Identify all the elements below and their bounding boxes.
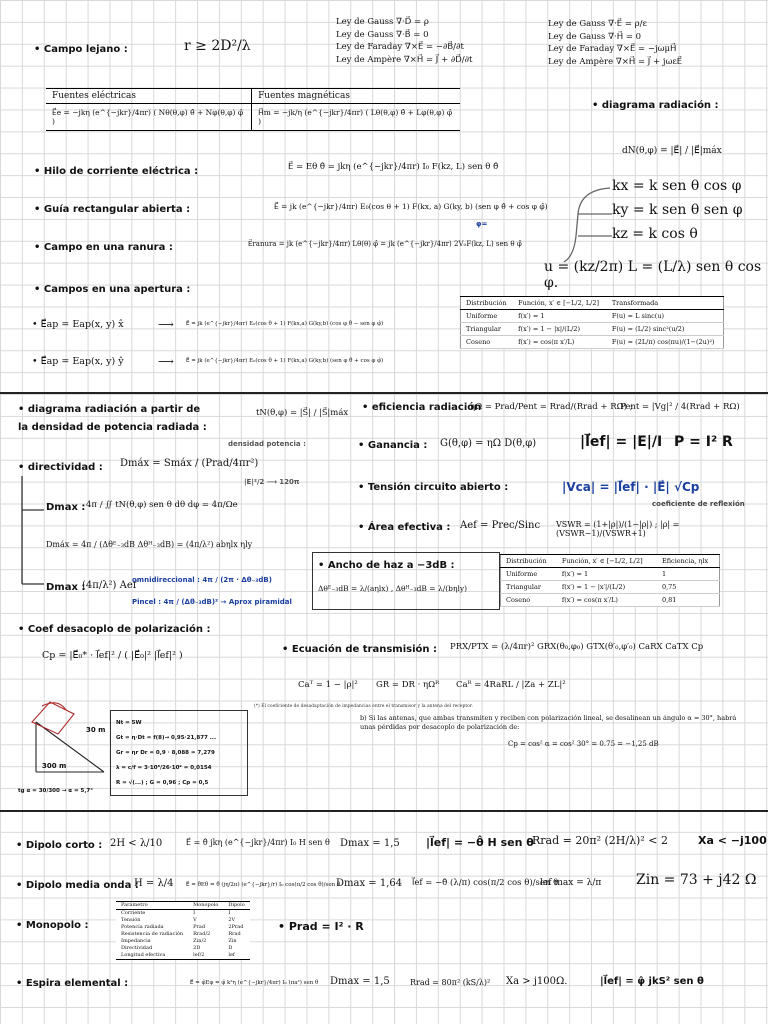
table-cell: Rrad/2 (193, 931, 211, 937)
dc-dmax: Dmax = 1,5 (340, 838, 400, 849)
fuentes-cell: H⃗m = −jk/η (e^{−jkr}/4πr) ( Lθ(θ,φ) θ̂ + Lφ(θ,φ) φ̂ ) (252, 104, 460, 131)
diag-pot-eq: tN(θ,φ) = |S⃗| / |S⃗|máx (256, 408, 349, 418)
u-eq: u = (kz/2π) L = (L/λ) sen θ cos φ. (544, 259, 762, 291)
eficiencia-table (500, 554, 720, 607)
table-cell: 0,75 (657, 581, 720, 594)
dc-xa: Xa < −j100 (698, 834, 767, 847)
table-cell: f(x′) = 1 (557, 568, 657, 581)
table-row (116, 910, 250, 918)
table-cell: Corriente (121, 910, 146, 916)
table-cell: Uniforme (501, 568, 557, 581)
calc-line: λ = c/f = 3·10⁸/26·10⁹ = 0,0154 (116, 765, 212, 771)
ecuacion-tx-eq: PRX/PTX = (λ/4πr)² GRX(θ₀,φ₀) GTX(θ′₀,φ′₀) CaRX CaTX Cp (450, 642, 704, 652)
campo-lejano-eq: r ≥ 2D²/λ (184, 38, 251, 54)
section-divider (0, 392, 768, 394)
table-cell: 2Prad (228, 924, 244, 930)
pol-b-eq: Cp = cos² α = cos² 30° = 0.75 = −1,25 dB (508, 740, 659, 748)
dc-eq: E⃗ = θ̂ jkη (e^{−jkr}/4πr) I₀ H sen θ (186, 838, 330, 847)
ap-y-label: • E⃗ap = Eap(x, y) ŷ (32, 356, 124, 367)
ap-x-label: • E⃗ap = Eap(x, y) x̂ (32, 319, 124, 330)
kx-eq: kx = k sen θ cos φ (612, 178, 742, 194)
sketch-d2: 300 m (42, 762, 67, 770)
mo-dmax: Dmax = 1,64 (336, 878, 403, 889)
diagrama-radiacion-eq: dN(θ,φ) = |E⃗| / |E⃗|máx (622, 146, 722, 156)
table-cell: f(x′) = cos(π x′/L) (513, 336, 607, 349)
table-cell: Coseno (461, 336, 514, 349)
monopolo-label: • Monopolo : (16, 920, 89, 931)
car-eq: Caᴿ = 4RaRL / |Za + ZL|² (456, 680, 566, 690)
vswr-eq: VSWR = (1+|ρ|)/(1−|ρ|) ; |ρ| = (VSWR−1)/(VSWR+1) (556, 520, 680, 538)
ap-x-eq: E⃗ = jk (e^{−jkr}/4πr) E₀(cos θ + 1) F(kx,a) G(ky,b) (cos φ θ̂ − sen φ φ̂) (186, 321, 384, 327)
densidad-note: densidad potencia : (228, 440, 306, 448)
table-cell: f(x′) = cos(π x′/L) (557, 594, 657, 607)
maxwell-line: Ley de Gauss ∇·E⃗ = ρ/ε (548, 19, 647, 29)
gr-eq: GR = DR · ηΩᴿ (376, 680, 440, 690)
dc-rrad: Rrad = 20π² (2H/λ)² < 2 (532, 834, 668, 847)
table-cell: Zin (228, 938, 237, 944)
pol-b-text: b) Si las antenas, que ambas transmiten y reciben con polarización lineal, se desalinean un ángulo α = 30°, habrá unas pérdidas por desacoplo de polarización de: (360, 714, 737, 731)
dmax1-eq: 4π / ∬ tN(θ,φ) sen θ dθ dφ = 4π/Ωe (86, 500, 238, 510)
tree-icon (18, 476, 46, 588)
mo-cond: H = λ/4 (134, 878, 174, 889)
table-cell: lef/2 (188, 952, 223, 960)
table-cell: lef (223, 952, 249, 960)
guia-label: • Guía rectangular abierta : (34, 204, 191, 215)
espira-label: • Espira elemental : (16, 978, 129, 989)
table-cell: Longitud efectiva (116, 952, 188, 960)
mo-eq: E⃗ = θ̂Eθ = θ̂ (jη/2π) (e^{−jkr}/r) I₀ cos(π/2 cos θ)/sen θ (186, 882, 341, 888)
table-cell: F(u) = (L/2) sinc²(u/2) (607, 323, 724, 336)
eficiencia-label: • eficiencia radiación (362, 402, 482, 413)
table-row (116, 924, 250, 931)
geometry-sketch (14, 692, 112, 784)
area-label: • Área efectiva : (358, 522, 451, 533)
coef-pol-label: • Coef desacoplo de polarización : (18, 624, 211, 635)
table-row (501, 594, 720, 607)
arrow-icon: ⟶ (158, 355, 174, 368)
maxwell-line: Ley de Gauss ∇·D⃗ = ρ (336, 17, 429, 27)
ganancia-eq: G(θ,φ) = ηΩ D(θ,φ) (440, 438, 537, 449)
es-eq: E⃗ = φ̂Eφ = φ̂ k²η (e^{−jkr}/4πr) I₀ (πa²) sen θ (190, 980, 319, 986)
table-header: Eficiencia, ηlx (657, 555, 720, 568)
dmax2-label: Dmax : (46, 582, 86, 593)
es-dmax: Dmax = 1,5 (330, 976, 390, 987)
calc-line: Gr = ηr Dr = 0,9 · 8,088 = 7,279 (116, 750, 215, 756)
mo-zin: Zin = 73 + j42 Ω (636, 872, 757, 888)
dc-cond: 2H < λ/10 (110, 838, 163, 849)
table-cell: 1 (657, 568, 720, 581)
tension-eq: |Vca| = |l⃗ef| · |E⃗| √Cp (562, 480, 700, 494)
maxwell-line: Ley de Faraday ∇×E⃗ = −jωμH⃗ (548, 44, 677, 54)
ecuacion-tx-label: • Ecuación de transmisión : (282, 644, 437, 655)
dmax-approx-eq: Dmáx = 4π / (Δθᴱ₋₃dB Δθᴴ₋₃dB) = (4π/λ²) abηlx ηly (46, 540, 253, 549)
tension-label: • Tensión circuito abierto : (358, 482, 509, 493)
hilo-eq: E⃗ = Eθ θ̂ = jkη (e^{−jkr}/4πr) I₀ F(kz, L) sen θ θ̂ (288, 162, 499, 172)
ap-y-eq: E⃗ = jk (e^{−jkr}/4πr) E₀(cos θ + 1) F(kx,a) G(ky,b) (sen φ θ̂ + cos φ φ̂) (186, 358, 384, 364)
es-lef: |l⃗ef| = φ̂ jkS² sen θ (600, 976, 704, 987)
table-cell: Triangular (501, 581, 557, 594)
sketch-angle: tg α = 30/300 → α = 5,7° (18, 788, 93, 794)
table-header: Función, x′ ∈ [−L/2, L/2] (557, 555, 657, 568)
arrow-icon: ⟶ (158, 318, 174, 331)
dc-lef: |l⃗ef| = −θ̂ H sen θ (426, 836, 534, 849)
table-cell: F(u) = (2L/π) cos(πu)/(1−(2u)²) (607, 336, 724, 349)
table-cell: Uniforme (461, 310, 514, 323)
table-cell: Directividad (121, 945, 153, 951)
table-cell: f(x′) = 1 (513, 310, 607, 323)
table-cell: I (193, 910, 196, 916)
table-cell: Impedancia (121, 938, 151, 944)
fuentes-header: Fuentes magnéticas (252, 89, 460, 104)
table-row (116, 952, 250, 960)
calc-line: R = √(...) ; G = 0,96 ; Cp = 0,5 (116, 780, 209, 786)
ranura-label: • Campo en una ranura : (34, 242, 173, 253)
table-cell: f(x′) = 1 − |x′|/(L/2) (557, 581, 657, 594)
omni-note: omnidireccional : 4π / (2π · Δθ₋₃dB) (132, 576, 272, 584)
table-cell: f(x′) = 1 − |x|/(L/2) (513, 323, 607, 336)
table-cell: V (193, 917, 197, 923)
eficiencia-eq: ηΩ = Prad/Pent = Rrad/(Rrad + RΩ) ; (470, 402, 633, 412)
table-row (501, 568, 720, 581)
table-header: Función, x′ ∈ [−L/2, L/2] (513, 297, 607, 310)
table-row (461, 310, 724, 323)
table-cell: I (228, 910, 231, 916)
ca-eq: Caᵀ = 1 − |ρ|² (298, 680, 358, 690)
prad-label: • Prad = I² · R (278, 920, 364, 933)
guia-note: φ= (476, 220, 488, 228)
area-eq: Aef = Prec/Sinc (460, 520, 541, 531)
guia-eq: E⃗ = jk (e^{−jkr}/4πr) E₀(cos θ + 1) F(kx, a) G(ky, b) (sen φ θ̂ + cos φ φ̂) (274, 202, 548, 211)
table-row (461, 336, 724, 349)
table-cell: D (228, 945, 233, 951)
coef-pol-eq: Cp = |E⃗₀* · l⃗ef|² / ( |E⃗₀|² |l⃗ef|² ) (42, 650, 183, 661)
diag-pot-label-2: la densidad de potencia radiada : (18, 422, 207, 433)
hilo-label: • Hilo de corriente eléctrica : (34, 166, 199, 177)
kz-eq: kz = k cos θ (612, 226, 698, 242)
maxwell-right (548, 18, 682, 68)
table-row (116, 945, 250, 952)
brace-icon (560, 184, 616, 264)
table-header: Distribución (501, 555, 557, 568)
maxwell-line: Ley de Faraday ∇×E⃗ = −∂B⃗/∂t (336, 42, 464, 52)
table-header: Dipolo (223, 902, 249, 910)
table-cell: Tensión (121, 917, 141, 923)
es-xa: Xa > j100Ω. (506, 976, 568, 987)
parametro-table (116, 901, 250, 960)
fuentes-header: Fuentes eléctricas (46, 89, 252, 104)
pincel-note: Pincel : 4π / (Δθ₋₃dB)² → Aprox piramidal (132, 598, 292, 606)
table-cell: Potencia radiada (121, 924, 164, 930)
section-divider (0, 810, 768, 812)
calc-lines (116, 716, 216, 791)
dmax1-label: Dmax : (46, 502, 86, 513)
lef-i-eq: |l⃗ef| = |E|/I (580, 434, 663, 450)
maxwell-line: Ley de Ampère ∇×H⃗ = J⃗ + jωεE⃗ (548, 56, 683, 67)
table-cell: 2D (193, 945, 201, 951)
table-row (116, 931, 250, 938)
table-cell: Coseno (501, 594, 557, 607)
ky-eq: ky = k sen θ sen φ (612, 202, 743, 218)
calc-line: Gt = η·Dt = f(8)→ 0,95·21,877 ... (116, 735, 217, 741)
table-row (461, 323, 724, 336)
directividad-eq: Dmáx = Smáx / (Prad/4πr²) (120, 458, 259, 469)
sketch-d: 30 m (86, 726, 106, 734)
ranura-eq: E⃗ranura = jk (e^{−jkr}/4πr) Lθ(θ) φ̂ = jk (e^{−jkr}/4πr) 2V₀F(kz, L) sen θ φ̂ (248, 240, 522, 248)
directividad-label: • directividad : (18, 462, 103, 473)
coef-note: coeficiente de reflexión (652, 500, 745, 508)
diag-pot-label: • diagrama radiación a partir de (18, 404, 201, 415)
fuentes-table (46, 88, 460, 131)
maxwell-line: Ley de Gauss ∇·H⃗ = 0 (548, 31, 642, 42)
table-header: Transformada (607, 297, 724, 310)
densidad-eq: |E|²/2 ⟶ 120π (244, 478, 300, 486)
ca-note: (*) El coeficiente de desadaptación de impedancias entre el transmisor y la antena del receptor. (254, 704, 473, 709)
table-row (116, 938, 250, 945)
table-cell: Rrad (228, 931, 241, 937)
ganancia-label: • Ganancia : (358, 440, 428, 451)
diagrama-radiacion-label: • diagrama radiación : (592, 100, 719, 111)
maxwell-left (336, 16, 472, 66)
table-header: Parámetro (116, 902, 188, 910)
table-row (116, 917, 250, 924)
table-cell: Zin/2 (193, 938, 207, 944)
table-header: Distribución (461, 297, 514, 310)
mo-lefmax: lef max = λ/π (540, 878, 602, 888)
ancho-label: • Ancho de haz a −3dB : (318, 560, 455, 571)
distribucion-table (460, 296, 724, 349)
table-cell: F(u) = L sinc(u) (607, 310, 724, 323)
campo-lejano-label: • Campo lejano : (34, 44, 128, 55)
dipolo-corto-label: • Dipolo corto : (16, 840, 103, 851)
table-cell: Resistencia de radiación (121, 931, 184, 937)
maxwell-line: Ley de Ampère ∇×H⃗ = J⃗ + ∂D⃗/∂t (336, 54, 473, 65)
table-cell: Prad (193, 924, 206, 930)
dmax2-eq: (4π/λ²) Aef (82, 580, 137, 591)
table-row (501, 581, 720, 594)
table-cell: 0,81 (657, 594, 720, 607)
ancho-eq: Δθᴱ₋₃dB = λ/(aηlx) , Δθᴴ₋₃dB = λ/(bηly) (318, 584, 468, 593)
table-cell: Triangular (461, 323, 514, 336)
calc-line: Nt = 5W (116, 720, 142, 726)
table-header: Monopolo (188, 902, 223, 910)
mo-lef: l⃗ef = −θ̂ (λ/π) cos(π/2 cos θ)/sen θ (412, 878, 559, 888)
p-i2r-eq: P = I² R (674, 434, 733, 450)
dipolo-media-onda-label: • Dipolo media onda : (16, 880, 139, 891)
fuentes-cell: E⃗e = −jkη (e^{−jkr}/4πr) ( Nθ(θ,φ) θ̂ + Nφ(θ,φ) φ̂ ) (46, 104, 252, 131)
table-cell: 2V (228, 917, 236, 923)
es-rrad: Rrad = 80π² (kS/λ)² (410, 978, 491, 987)
pent-eq: Pent = |Vg|² / 4(Rrad + RΩ) (620, 402, 740, 412)
apertura-label: • Campos en una apertura : (34, 284, 191, 295)
maxwell-line: Ley de Gauss ∇·B⃗ = 0 (336, 29, 429, 40)
